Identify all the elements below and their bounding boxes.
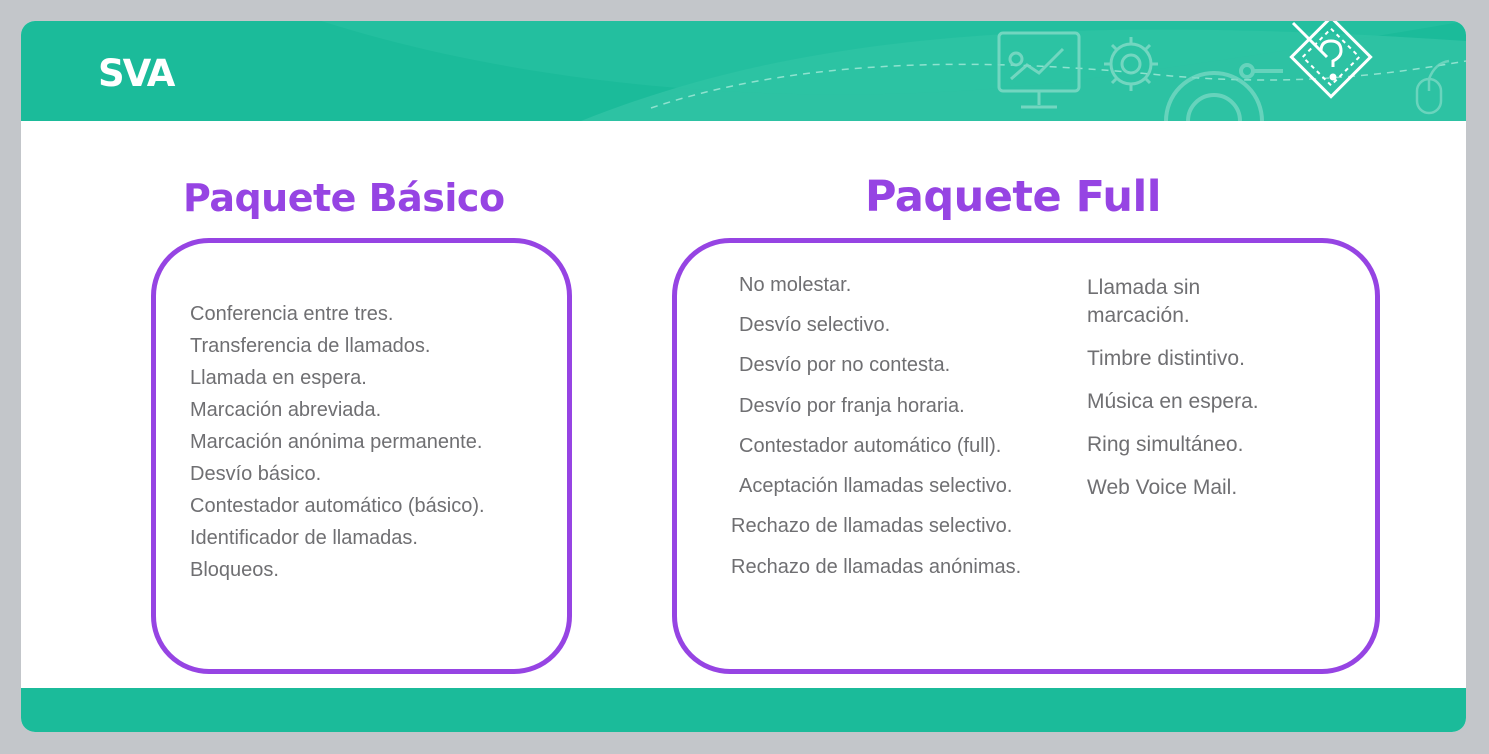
footer-band (21, 688, 1466, 732)
list-item: Transferencia de llamados. (190, 335, 431, 357)
list-item: Contestador automático (básico). (190, 495, 485, 517)
list-item: Identificador de llamadas. (190, 527, 418, 549)
header-banner (21, 21, 1466, 121)
header-decoration (21, 21, 1466, 121)
list-item: Marcación anónima permanente. (190, 431, 483, 453)
slide (21, 21, 1466, 732)
list-item: Bloqueos. (190, 559, 279, 581)
list-item: Timbre distintivo. (1087, 347, 1245, 370)
list-item: marcación. (1087, 304, 1190, 327)
full-package-title: Paquete Full (865, 172, 1161, 222)
basic-feature-list (190, 298, 485, 586)
list-item: Desvío por franja horaria. (739, 395, 965, 417)
list-item: Música en espera. (1087, 390, 1259, 413)
list-item: Rechazo de llamadas selectivo. (731, 515, 1013, 537)
list-item: No molestar. (739, 274, 852, 296)
list-item: Aceptación llamadas selectivo. (739, 475, 1013, 497)
list-item: Desvío básico. (190, 463, 322, 485)
list-item: Desvío por no contesta. (739, 354, 951, 376)
basic-package-title: Paquete Básico (183, 176, 505, 220)
list-item: Llamada en espera. (190, 367, 367, 389)
list-item: Llamada sin (1087, 276, 1201, 299)
list-item: Marcación abreviada. (190, 399, 382, 421)
list-item: Web Voice Mail. (1087, 476, 1238, 499)
list-item: Desvío selectivo. (739, 314, 891, 336)
list-item: Ring simultáneo. (1087, 433, 1244, 456)
brand-logo: SVA (98, 52, 174, 95)
list-item: Conferencia entre tres. (190, 303, 394, 325)
list-item: Contestador automático (full). (739, 435, 1002, 457)
list-item: Rechazo de llamadas anónimas. (731, 556, 1022, 578)
